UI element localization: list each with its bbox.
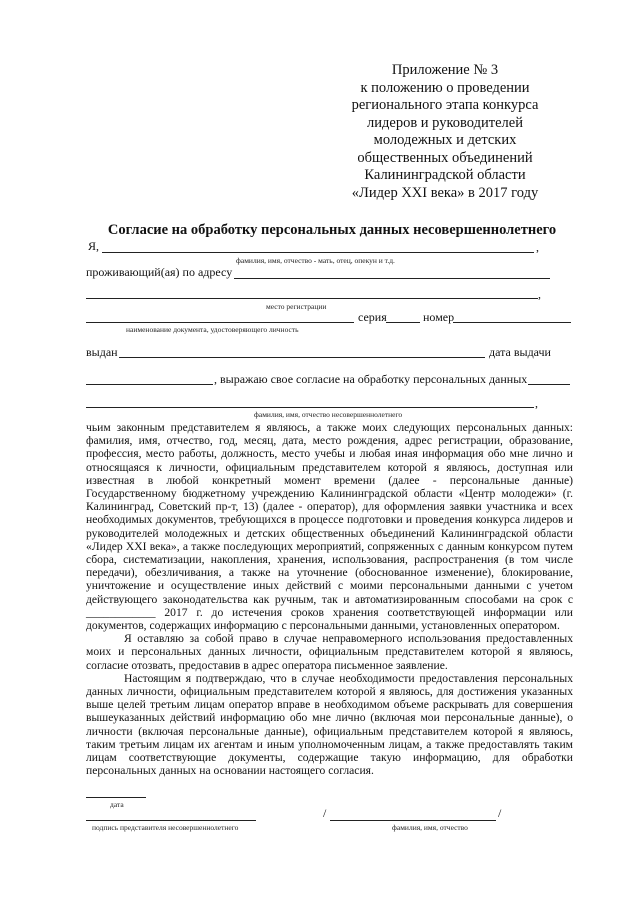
residing-label: проживающий(ая) по адресу: [86, 265, 233, 279]
parent-fio-field[interactable]: [102, 252, 534, 253]
document-name-field[interactable]: [86, 322, 354, 323]
header-line: молодежных и детских: [373, 132, 517, 148]
issue-date-field[interactable]: [86, 384, 213, 385]
caption-signature: подпись представителя несовершеннолетнего: [92, 823, 239, 832]
issued-label: выдан: [86, 345, 118, 359]
slash-right: /: [498, 806, 502, 820]
caption-minor-fio: фамилия, имя, отчество несовершеннолетнего: [254, 410, 403, 419]
header-line: Калининградской области: [364, 167, 526, 183]
consent-body: [86, 421, 573, 777]
body-paragraph-2: Я оставляю за собой право в случае неправомерного использования предоставленных моих и персональных данных личности, официальным представителем которой я являюсь, согласие отозвать, предоставив в адрес оператора письменное заявление.: [86, 632, 573, 672]
caption-registration: место регистрации: [266, 302, 327, 311]
address-field-2[interactable]: [86, 298, 538, 299]
i-end-comma: ,: [536, 240, 539, 254]
consent-tail-field[interactable]: [528, 384, 570, 385]
body-paragraph-1: чьим законным представителем я являюсь, а также моих следующих персональных данных: фамилия, имя, отчество, год, месяц, дата, место рождения, адрес регистрации, образование, профессия, место работы, должность, место учебы и любая иная информация обо мне лично и относящаяся к личности, официальным представителем которой я являюсь, доступная или известная в любой конкретный момент времени (далее - персональные данные) Государственному бюджетному учреждению Калининградской области «Центр молодежи» (г. Калининград, Советский пр-т, 13) (далее - оператор), для оформления заявки участника и всех необходимых документов, требующихся в процессе подготовки и проведения конкурса лидеров и руководителей молодежных и детских общественных объединений Калининградской области «Лидер XXI века», а также последующих мероприятий, сопряженных с данным конкурсом путем сбора, систематизации, накопления, хранения, использования, распространения (в том числе передачи), обезличивания, а также на уточнение (обоснованное изменение), блокирование, уничтожение и осуществление иных действий с моими персональными данными с учетом действующего законодательства как ручным, так и автоматизированным способами на срок с ____________ 2017 г. до истечения сроков хранения соответствующей информации или документов, содержащих информацию с персональными данными, установленных оператором.: [86, 421, 573, 633]
header-line: «Лидер XXI века» в 2017 году: [351, 184, 539, 201]
caption-document: наименование документа, удостоверяющего личность: [126, 325, 299, 334]
document-title: Согласие на обработку персональных данных несовершеннолетнего: [107, 222, 557, 238]
header-line: регионального этапа конкурса: [351, 97, 539, 113]
caption-fio: фамилия, имя, отчество: [392, 823, 468, 832]
header-line: к положению о проведении: [360, 79, 530, 96]
body-paragraph-3: Настоящим я подтверждаю, что в случае необходимости предоставления персональных данных личности, официальным представителем которой я являюсь, для достижения указанных выше целей третьим лицам оператор вправе в необходимом объеме раскрывать для совершения вышеуказанных действий информацию обо мне лично (включая мои персональные данные), о личности (включая персональные данные), официальным представителем которой я являюсь, таким третьим лицам их агентам и иным уполномоченным лицам, а также предоставлять таким лицам соответствующие документы, содержащие такую информацию, для обработки персональных данных на основании настоящего согласия.: [86, 671, 573, 778]
minor-end-comma: ,: [535, 396, 538, 410]
caption-date: дата: [110, 800, 124, 809]
representative-fio-field[interactable]: [330, 820, 496, 821]
issue-date-label: дата выдачи: [489, 345, 551, 359]
number-label: номер: [423, 310, 455, 324]
consent-text: , выражаю свое согласие на обработку персональных данных: [214, 372, 528, 386]
issued-by-field[interactable]: [119, 357, 485, 358]
address-field[interactable]: [234, 278, 550, 279]
date-field[interactable]: [86, 797, 146, 798]
address-end-comma: ,: [538, 287, 541, 301]
minor-fio-field[interactable]: [86, 407, 534, 408]
signature-field[interactable]: [86, 820, 256, 821]
slash-left: /: [323, 806, 327, 820]
series-label: серия: [358, 310, 387, 324]
appendix-header: [330, 62, 560, 202]
header-line: общественных объединений: [357, 149, 533, 166]
series-field[interactable]: [386, 322, 420, 323]
header-line: Приложение № 3: [391, 62, 499, 78]
caption-parent-fio: фамилия, имя, отчество - мать, отец, опекун и т.д.: [236, 256, 395, 265]
header-line: лидеров и руководителей: [367, 114, 523, 131]
number-field[interactable]: [453, 322, 571, 323]
i-label: Я,: [88, 239, 100, 253]
